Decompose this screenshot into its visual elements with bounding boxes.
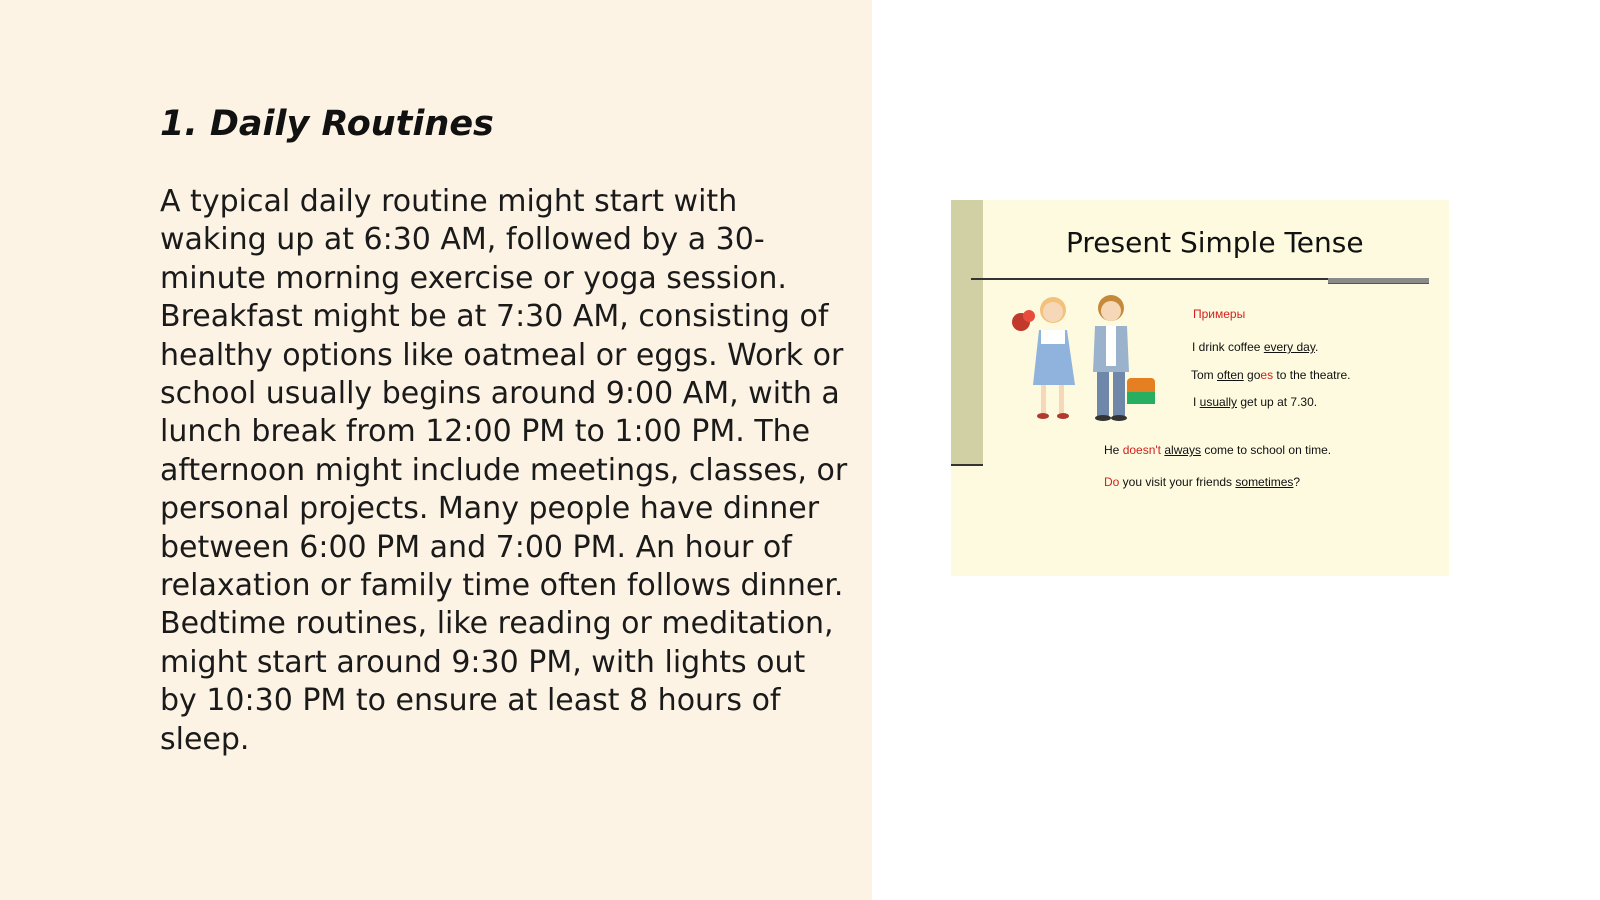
slide-title: Present Simple Tense <box>1066 226 1364 259</box>
slide-divider-accent <box>1328 278 1429 284</box>
examples-header: Примеры <box>1193 307 1246 321</box>
example-sentence-1: I drink coffee every day. <box>1192 340 1319 354</box>
example-sentence-4: He doesn't always come to school on time. <box>1104 443 1332 457</box>
boy-figure <box>1093 295 1155 421</box>
routine-paragraph: A typical daily routine might start with waking up at 6:30 AM, followed by a 30-minute morning exercise or yoga session. Breakfast might be at 7:30 AM, consisting of healthy options like oatmeal or eggs. Work or school usually begins around 9:00 AM, with a lunch break from 12:00 PM to 1:00 PM. The afternoon might include meetings, classes, or personal projects. Many people have dinner between 6:00 PM and 7:00 PM. An hour of relaxation or family time often follows dinner. Bedtime routines, like reading or meditation, might start around 9:30 PM, with lights out by 10:30 PM to ensure at least 8 hours of sleep. <box>160 184 848 757</box>
children-illustration <box>1009 290 1169 430</box>
example-sentence-5: Do you visit your friends sometimes? <box>1104 475 1301 489</box>
present-simple-slide-image <box>951 200 1449 576</box>
girl-figure <box>1012 297 1075 419</box>
example-sentence-2: Tom often goes to the theatre. <box>1191 368 1351 382</box>
section-heading: 1. Daily Routines <box>160 104 494 144</box>
example-sentence-3: I usually get up at 7.30. <box>1193 395 1318 409</box>
slide-sidebar-base-line <box>951 464 983 466</box>
slide-sidebar-bar <box>951 200 983 464</box>
